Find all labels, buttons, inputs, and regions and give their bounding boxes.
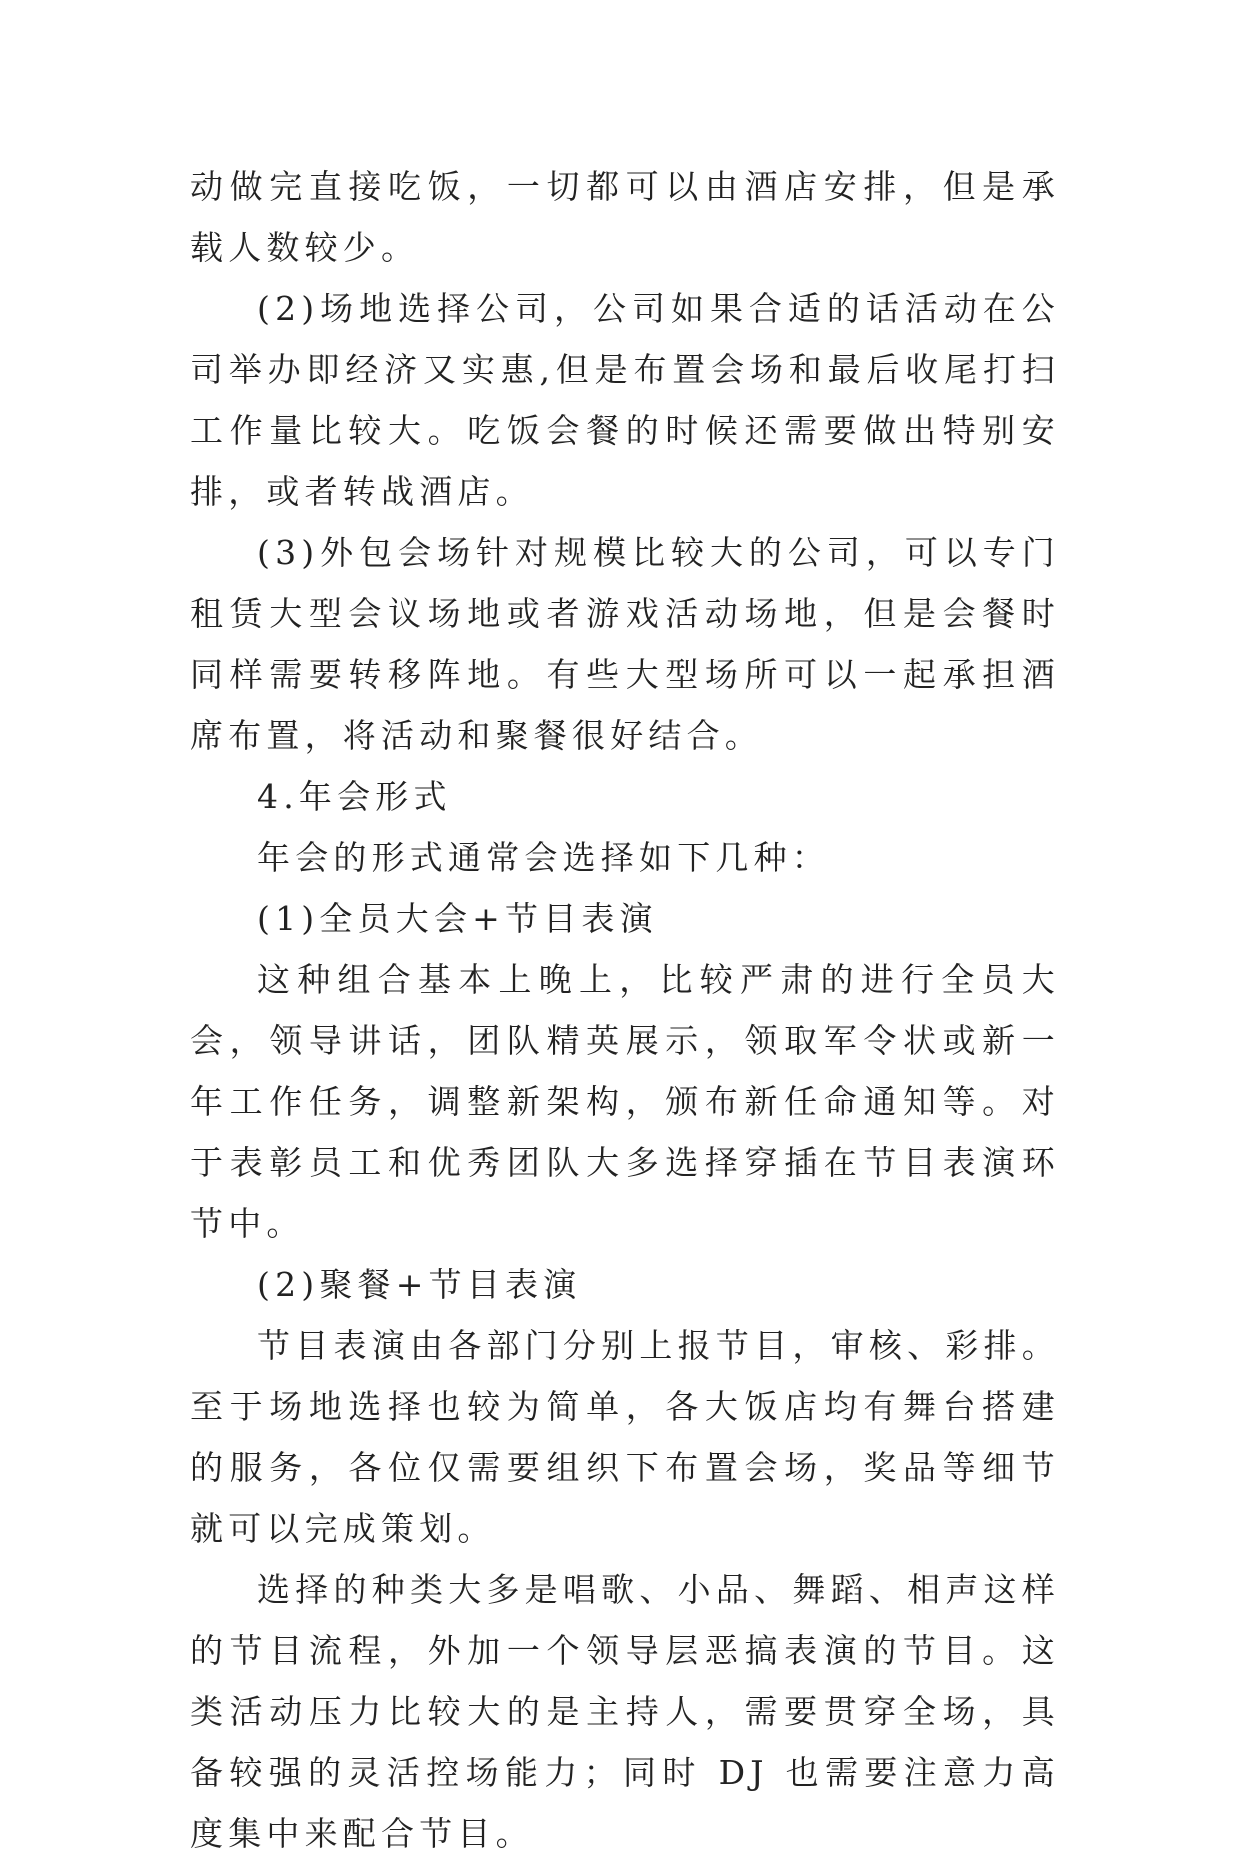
paragraph-continuation: 动做完直接吃饭，一切都可以由酒店安排，但是承载人数较少。 <box>190 167 1060 267</box>
document-body <box>190 156 1060 1864</box>
subheading-format-2: (2)聚餐+节目表演 <box>257 1265 582 1304</box>
paragraph-venue-outsourced: (3)外包会场针对规模比较大的公司，可以专门租赁大型会议场地或者游戏活动场地，但是会餐时同样需要转移阵地。有些大型场所可以一起承担酒席布置，将活动和聚餐很好结合。 <box>190 533 1060 755</box>
paragraph-venue-company: (2)场地选择公司，公司如果合适的话活动在公司举办即经济又实惠,但是布置会场和最后收尾打扫工作量比较大。吃饭会餐的时候还需要做出特别安排，或者转战酒店。 <box>190 289 1060 511</box>
paragraph-format-1-detail: 这种组合基本上晚上，比较严肃的进行全员大会，领导讲话，团队精英展示，领取军令状或新一年工作任务，调整新架构，颁布新任命通知等。对于表彰员工和优秀团队大多选择穿插在节目表演环节中。 <box>190 960 1060 1243</box>
paragraph-format-2-detail: 节目表演由各部门分别上报节目，审核、彩排。至于场地选择也较为简单，各大饭店均有舞台搭建的服务，各位仅需要组织下布置会场，奖品等细节就可以完成策划。 <box>190 1326 1060 1548</box>
paragraph-format-intro: 年会的形式通常会选择如下几种： <box>257 838 830 877</box>
section-heading-annual-meeting-format: 4.年会形式 <box>257 777 452 816</box>
subheading-format-1: (1)全员大会+节目表演 <box>257 899 658 938</box>
paragraph-program-types: 选择的种类大多是唱歌、小品、舞蹈、相声这样的节目流程，外加一个领导层恶搞表演的节目。这类活动压力比较大的是主持人，需要贯穿全场，具备较强的灵活控场能力；同时 DJ 也需要注意力高度集中来配合节目。 <box>190 1570 1060 1853</box>
